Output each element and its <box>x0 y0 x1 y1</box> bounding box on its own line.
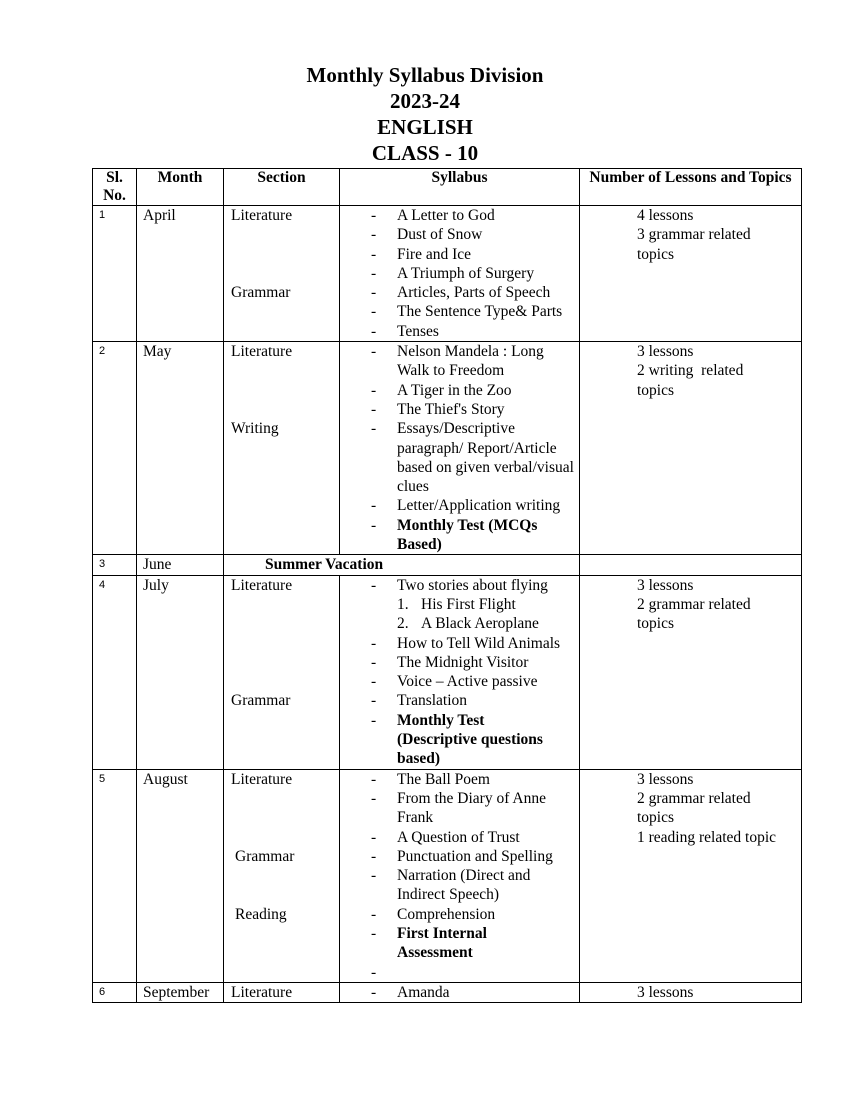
syllabus-item: - Essays/Descriptive paragraph/ Report/Article based on given verbal/visual clues <box>371 420 574 496</box>
subject-name: ENGLISH <box>377 115 473 139</box>
table-row <box>93 575 802 769</box>
row-month: April <box>137 206 224 342</box>
syllabus-item: - The Midnight Visitor <box>371 653 529 671</box>
row-sl-number: 2 <box>93 342 137 555</box>
syllabus-item-test: - Monthly Test (MCQs Based) <box>371 516 538 554</box>
syllabus-item: - How to Tell Wild Animals <box>371 634 561 652</box>
row-sl-number: 4 <box>93 575 137 769</box>
row-month: July <box>137 575 224 769</box>
syllabus-item: - Punctuation and Spelling <box>371 847 553 865</box>
row-month: August <box>137 769 224 982</box>
col-header-syllabus: Syllabus <box>340 169 580 206</box>
syllabus-item: - Articles, Parts of Speech <box>371 284 551 302</box>
table-row <box>93 769 802 982</box>
row-sl-number: 5 <box>93 769 137 982</box>
syllabus-item: - A Letter to God <box>371 207 495 224</box>
row-sections: Literature Grammar <box>224 206 340 342</box>
table-row <box>93 342 802 555</box>
syllabus-item: - Narration (Direct and Indirect Speech) <box>371 867 531 904</box>
syllabus-item-empty: - <box>371 963 377 981</box>
syllabus-table <box>92 168 802 1003</box>
document-title-block <box>0 62 850 166</box>
document-title: Monthly Syllabus Division <box>306 63 544 87</box>
row-sl-number: 3 <box>93 555 137 575</box>
row-lessons: 3 lessons <box>580 982 802 1002</box>
row-sections: Literature <box>224 982 340 1002</box>
syllabus-item: - Amanda <box>371 983 450 1001</box>
syllabus-item: - Nelson Mandela : Long Walk to Freedom <box>371 343 544 380</box>
row-sl-number: 6 <box>93 982 137 1002</box>
syllabus-subitem: 2. A Black Aeroplane <box>397 615 539 633</box>
syllabus-item: - The Ball Poem <box>371 770 490 788</box>
row-sections: Literature Grammar Reading <box>224 769 340 982</box>
row-lessons: 4 lessons 3 grammar related topics <box>580 206 802 342</box>
syllabus-item: - Fire and Ice <box>371 245 472 263</box>
row-month: May <box>137 342 224 555</box>
syllabus-item: - Comprehension <box>371 905 496 923</box>
syllabus-item-test: - Monthly Test (Descriptive questions based) <box>371 711 543 768</box>
syllabus-item: - A Tiger in the Zoo <box>371 381 512 399</box>
col-header-section: Section <box>224 169 340 206</box>
row-month: September <box>137 982 224 1002</box>
syllabus-subitem: 1. His First Flight <box>397 595 516 613</box>
table-row <box>93 555 802 575</box>
syllabus-item: - The Thief's Story <box>371 400 505 418</box>
syllabus-item: - Dust of Snow <box>371 226 483 244</box>
row-sl-number: 1 <box>93 206 137 342</box>
syllabus-item: - The Sentence Type& Parts <box>371 303 563 321</box>
academic-year: 2023-24 <box>390 89 460 113</box>
syllabus-item-test: - First Internal Assessment <box>371 924 487 962</box>
row-syllabus <box>340 206 580 342</box>
row-lessons <box>580 555 802 575</box>
row-lessons: 3 lessons 2 grammar related topics <box>580 575 802 769</box>
table-header-row <box>93 169 802 206</box>
row-sections: Literature Grammar <box>224 575 340 769</box>
row-lessons: 3 lessons 2 grammar related topics 1 reading related topic <box>580 769 802 982</box>
syllabus-item: - Translation <box>371 692 468 710</box>
row-syllabus <box>340 982 580 1002</box>
syllabus-item: - Letter/Application writing <box>371 497 561 515</box>
class-name: CLASS - 10 <box>371 141 479 165</box>
row-vacation-note: Summer Vacation <box>224 555 580 575</box>
row-sections: Literature Writing <box>224 342 340 555</box>
col-header-month: Month <box>137 169 224 206</box>
row-month: June <box>137 555 224 575</box>
col-header-lessons: Number of Lessons and Topics <box>580 169 802 206</box>
row-syllabus <box>340 575 580 769</box>
syllabus-item: - A Triumph of Surgery <box>371 264 535 282</box>
syllabus-item: - Tenses <box>371 322 439 340</box>
syllabus-item: - From the Diary of Anne Frank <box>371 789 546 827</box>
syllabus-item: - A Question of Trust <box>371 828 520 846</box>
col-header-sl: Sl. No. <box>93 169 137 206</box>
row-syllabus <box>340 342 580 555</box>
row-syllabus <box>340 769 580 982</box>
syllabus-item: - Voice – Active passive <box>371 673 538 691</box>
table-row <box>93 206 802 342</box>
row-lessons: 3 lessons 2 writing related topics <box>580 342 802 555</box>
table-row <box>93 982 802 1002</box>
syllabus-item: - Two stories about flying <box>371 576 548 594</box>
